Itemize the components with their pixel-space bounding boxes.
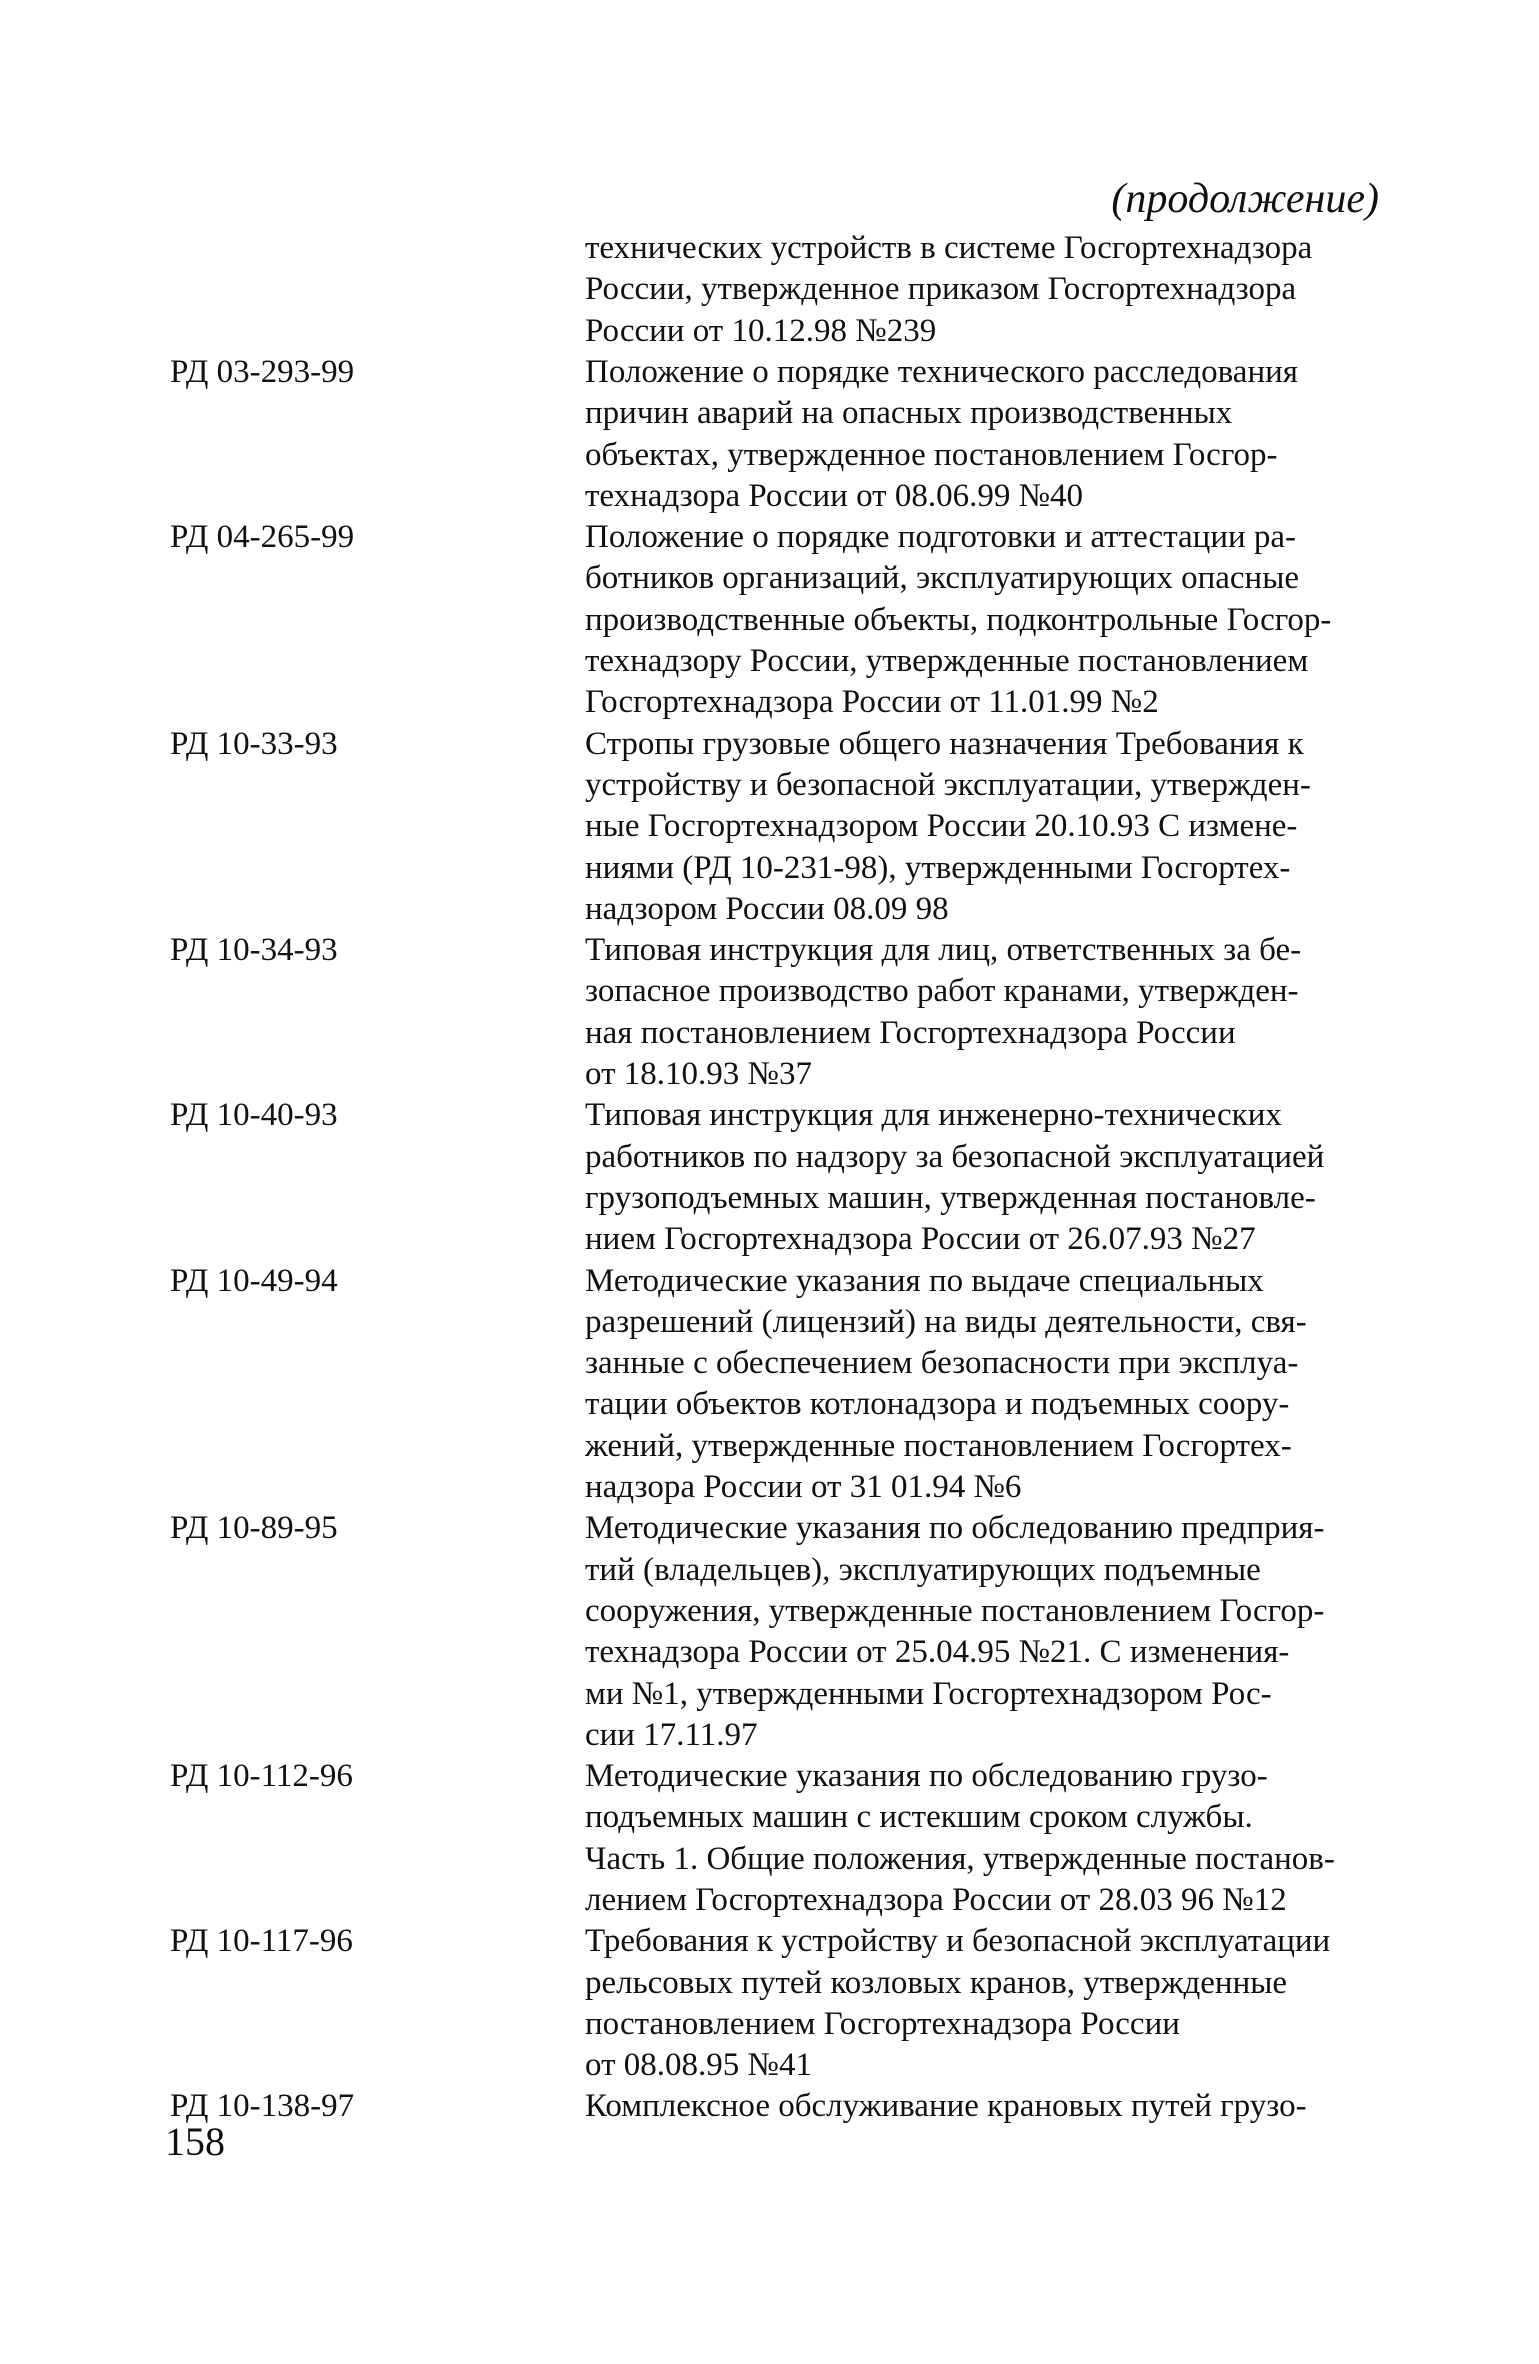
list-item — [170, 724, 1390, 930]
entry-code: РД 03-293-99 — [170, 354, 355, 390]
entry-description: Комплексное обслуживание крановых путей грузо- — [585, 2088, 1307, 2125]
continued-entry-text: технических устройств в системе Госгортехнадзора России, утвержденное приказом Госгортехнадзора России от 10.12.98 №239 — [585, 230, 1313, 349]
list-item — [170, 352, 1390, 517]
list-item — [170, 1095, 1390, 1260]
entry-description: Положение о порядке подготовки и аттестации ра- ботников организаций, эксплуатирующих опасные производственные объекты, подконтрольные Госгор- технадзору России, утвержденные постановлением Госгортехнадзора России от 11.01.99 №2 — [585, 519, 1332, 721]
entry-code: РД 10-34-93 — [170, 932, 338, 969]
list-item — [170, 2086, 1390, 2127]
entry-description: Методические указания по выдаче специальных разрешений (лицензий) на виды деятельности, свя- занные с обеспечением безопасности при эксплуа- тации объектов котлонадзора и подъемных соору- жений, утвержденные постановлением Госгортех- надзора России от 31 01.94 №6 — [585, 1262, 1307, 1506]
entry-description: Типовая инструкция для лиц, ответственных за бе- зопасное производство работ кранами, утвержден- ная постановлением Госгортехнадзора России от 18.10.93 №37 — [585, 932, 1302, 1093]
page-number: 158 — [165, 2119, 225, 2164]
entry-code: РД 10-117-96 — [170, 1923, 353, 1960]
entry-description: Положение о порядке технического расследования причин аварий на опасных производственных объектах, утвержденное постановлением Госгор- технадзора России от 08.06.99 №40 — [585, 354, 1298, 514]
entry-code: РД 10-40-93 — [170, 1097, 338, 1134]
entry-code: РД 10-49-94 — [170, 1262, 338, 1299]
standards-list — [170, 352, 1390, 2128]
entry-description: Методические указания по обследованию предприя- тий (владельцев), эксплуатирующих подъемные сооружения, утвержденные постановлением Госгор- технадзора России от 25.04.95 №21. С изменения- ми №1, утвержденными Госгортехнадзором Рос- сии 17.11.97 — [585, 1510, 1325, 1753]
entry-description: Типовая инструкция для инженерно-технических работников по надзору за безопасной эксплуатацией грузоподъемных машин, утвержденная постановле- нием Госгортехнадзора России от 26.07.93 №27 — [585, 1097, 1325, 1258]
list-item — [170, 1508, 1390, 1756]
entry-description: Требования к устройству и безопасной эксплуатации рельсовых путей козловых кранов, утвержденные постановлением Госгортехнадзора России от 08.08.95 №41 — [585, 1923, 1331, 2084]
entry-code: РД 10-112-96 — [170, 1758, 353, 1795]
list-item — [170, 1921, 1390, 2086]
entry-code: РД 04-265-99 — [170, 519, 355, 556]
entry-code: РД 10-33-93 — [170, 725, 338, 762]
list-item — [170, 1261, 1390, 1509]
entry-description: Стропы грузовые общего назначения Требования к устройству и безопасной эксплуатации, утвержден- ные Госгортехнадзором России 20.10.93 С измене- ниями (РД 10-231-98), утвержденными Госгортех- надзором России 08.09 98 — [585, 725, 1311, 927]
list-item — [170, 1756, 1390, 1921]
entry-description: Методические указания по обследованию грузо- подъемных машин с истекшим сроком службы. Часть 1. Общие положения, утвержденные постанов- лением Госгортехнадзора России от 28.03 96 №12 — [585, 1758, 1335, 1918]
continuation-label: (продолжение) — [1111, 176, 1379, 222]
list-item — [170, 517, 1390, 723]
list-item — [170, 930, 1390, 1095]
entry-code: РД 10-138-97 — [170, 2088, 355, 2125]
entry-code: РД 10-89-95 — [170, 1510, 338, 1547]
